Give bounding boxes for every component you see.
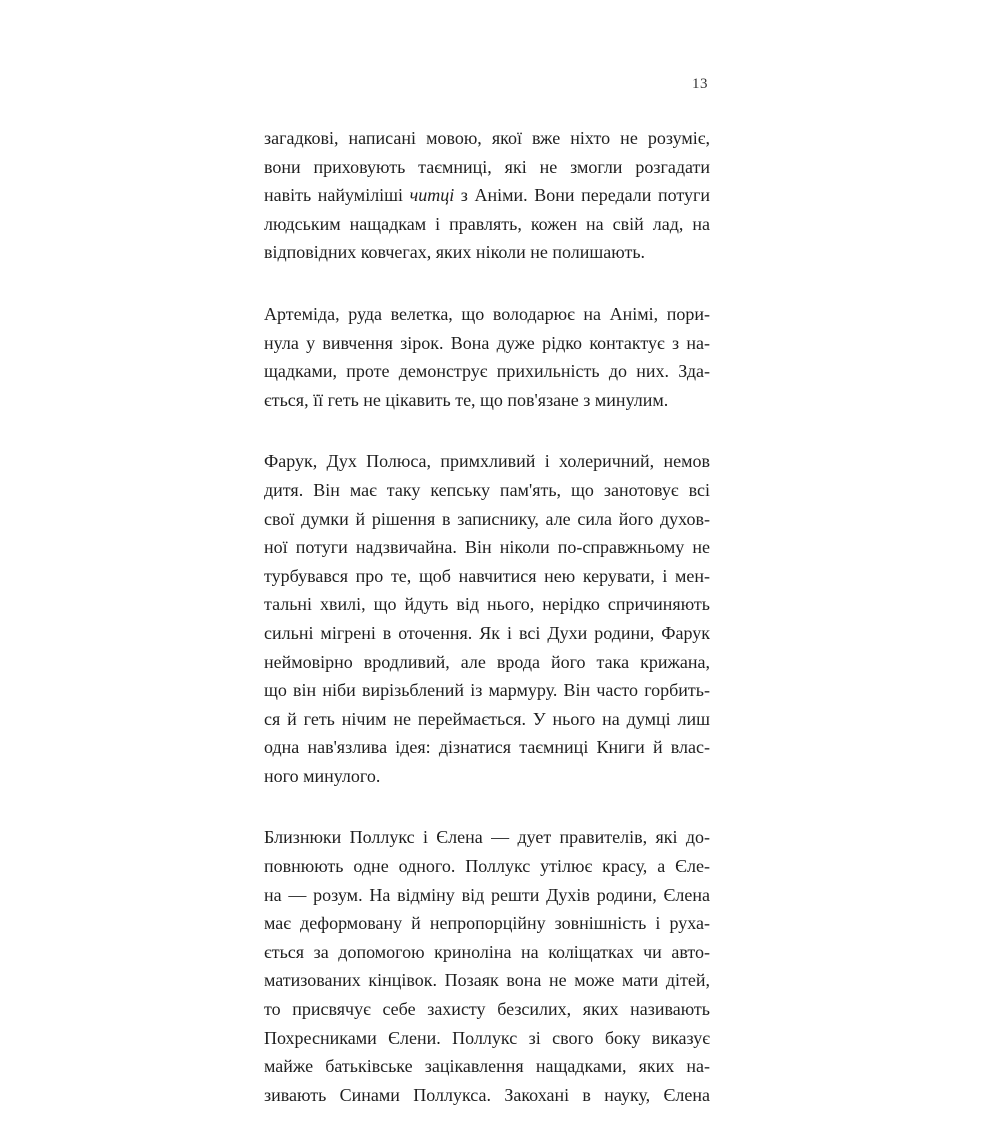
paragraph [264, 124, 710, 267]
text-line [264, 386, 710, 415]
text-segment: вони приховують таємниці, які не змогли розгадати [264, 156, 710, 177]
text-segment: ся й геть нічим не переймається. У нього на думці лиш [264, 708, 710, 729]
text-segment: турбувався про те, щоб навчитися нею керувати, і мен- [264, 565, 710, 586]
text-segment: неймовірно вродливий, але врода його така крижана, [264, 651, 710, 672]
text-line [264, 590, 710, 619]
italic-term: читці [409, 185, 455, 206]
text-line [264, 1024, 710, 1053]
text-line [264, 210, 710, 239]
text-line [264, 733, 710, 762]
text-segment: сильні мігрені в оточення. Як і всі Духи родини, Фарук [264, 622, 710, 643]
text-segment: Артеміда, руда велетка, що володарює на Анімі, пори- [264, 303, 710, 324]
text-segment: ного минулого. [264, 765, 381, 786]
text-line [264, 619, 710, 648]
text-line [264, 329, 710, 358]
text-segment: має деформовану й непропорційну зовнішність і руха- [264, 913, 710, 934]
page-number: 13 [692, 76, 708, 92]
text-segment: ної потуги надзвичайна. Він ніколи по-справжньому не [264, 537, 710, 558]
paragraph [264, 823, 710, 1109]
text-segment: з Аніми. Вони передали потуги [454, 185, 711, 206]
text-segment: ється за допомогою криноліна на коліщатках чи авто- [264, 941, 710, 962]
text-segment: на — розум. На відміну від решти Духів родини, Єлена [264, 884, 710, 905]
text-segment: то присвячує себе захисту безсилих, яких називають [264, 999, 710, 1020]
text-line [264, 938, 710, 967]
text-segment: Похресниками Єлени. Поллукс зі свого боку виказує [264, 1027, 710, 1048]
text-segment: Фарук, Дух Полюса, примхливий і холеричний, немов [264, 451, 710, 472]
text-segment: зивають Синами Поллукса. Закохані в науку, Єлена [264, 1084, 710, 1105]
text-line [264, 762, 710, 791]
paragraph [264, 447, 710, 790]
text-line [264, 300, 710, 329]
text-segment: щадками, проте демонструє прихильність до них. Зда- [264, 361, 710, 382]
text-segment: відповідних ковчегах, яких ніколи не полишають. [264, 242, 646, 263]
text-segment: повнюють одне одного. Поллукс утілює красу, а Єле- [264, 856, 710, 877]
text-segment: дитя. Він має таку кепську пам'ять, що занотовує всі [264, 479, 710, 500]
text-line [264, 476, 710, 505]
text-segment: навіть найуміліші [264, 185, 410, 206]
text-line [264, 181, 710, 210]
text-segment: ється, її геть не цікавить те, що пов'язане з минулим. [264, 389, 669, 410]
body-text [264, 124, 710, 1142]
text-line [264, 505, 710, 534]
text-segment: що він ніби вирізьблений із мармуру. Він часто горбить- [264, 680, 710, 701]
text-line [264, 648, 710, 677]
paragraph [264, 300, 710, 414]
text-line [264, 966, 710, 995]
text-line [264, 562, 710, 591]
text-line [264, 238, 710, 267]
text-line [264, 447, 710, 476]
text-line [264, 153, 710, 182]
text-line [264, 705, 710, 734]
text-line [264, 357, 710, 386]
text-line [264, 676, 710, 705]
text-line [264, 124, 710, 153]
text-segment: загадкові, написані мовою, якої вже ніхто не розуміє, [264, 128, 710, 148]
text-segment: людським нащадкам і правлять, кожен на свій лад, на [264, 213, 710, 234]
text-segment: нула у вивчення зірок. Вона дуже рідко контактує з на- [264, 332, 710, 353]
text-line [264, 823, 710, 852]
text-line [264, 533, 710, 562]
text-line [264, 995, 710, 1024]
text-line [264, 852, 710, 881]
text-line [264, 1081, 710, 1110]
text-line [264, 881, 710, 910]
text-segment: майже батьківське зацікавлення нащадками, яких на- [264, 1056, 710, 1077]
text-segment: свої думки й рішення в записнику, але сила його духов- [264, 508, 710, 529]
text-segment: одна нав'язлива ідея: дізнатися таємниці Книги й влас- [264, 737, 710, 758]
text-line [264, 909, 710, 938]
text-segment: тальні хвилі, що йдуть від нього, нерідко спричиняють [264, 594, 710, 615]
text-segment: матизованих кінцівок. Позаяк вона не може мати дітей, [264, 970, 710, 991]
text-line [264, 1052, 710, 1081]
text-segment: Близнюки Поллукс і Єлена — дует правителів, які до- [264, 827, 710, 848]
